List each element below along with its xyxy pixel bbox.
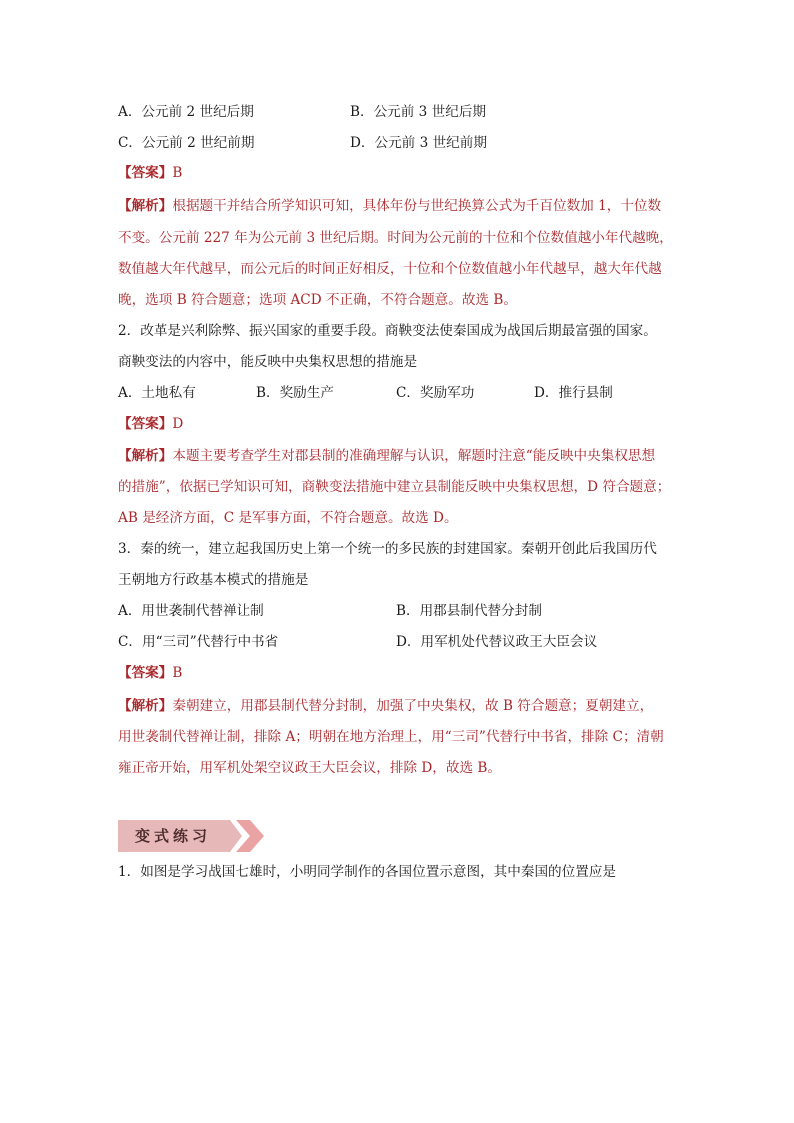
q1-option-b: B．公元前 3 世纪后期 <box>350 104 487 120</box>
variant-1-stem: 1．如图是学习战国七雄时，小明同学制作的各国位置示意图，其中秦国的位置应是 <box>118 864 617 880</box>
q1-analysis-label: 【解析】 <box>118 198 173 214</box>
q1-answer-label: 【答案】 <box>118 165 173 181</box>
q2-option-d: D．推行县制 <box>534 385 613 401</box>
q3-analysis-line: 雍正帝开始，用军机处架空议政王大臣会议，排除 D，故选 B。 <box>118 760 501 776</box>
q2-answer-value: D <box>172 416 184 432</box>
q2-option-b: B．奖励生产 <box>256 385 334 401</box>
q1-analysis-line: 【解析】根据题干并结合所学知识可知，具体年份与世纪换算公式为千百位数加 1，十位数 <box>118 198 662 214</box>
section-banner <box>118 820 278 852</box>
q2-analysis-label: 【解析】 <box>118 448 173 464</box>
q1-option-d: D．公元前 3 世纪前期 <box>350 135 487 151</box>
q2-analysis-line: AB 是经济方面，C 是军事方面，不符合题意。故选 D。 <box>118 510 458 526</box>
q3-answer-label: 【答案】 <box>118 665 173 681</box>
q3-analysis-line: 用世袭制代替禅让制，排除 A；明朝在地方治理上，用“三司”代替行中书省，排除 C；清朝 <box>118 729 664 745</box>
section-banner-title: 变式练习 <box>134 827 211 845</box>
q1-analysis-line: 晚，选项 B 符合题意；选项 ACD 不正确，不符合题意。故选 B。 <box>118 292 517 308</box>
q3-option-d: D．用军机处代替议政王大臣会议 <box>396 634 598 650</box>
q1-analysis-line: 不变。公元前 227 年为公元前 3 世纪后期。时间为公元前的十位和个位数值越小年代越晚， <box>118 230 673 246</box>
q1-option-c: C．公元前 2 世纪前期 <box>118 135 255 151</box>
q3-stem-line: 王朝地方行政基本模式的措施是 <box>118 572 309 588</box>
q3-option-b: B．用郡县制代替分封制 <box>396 603 542 619</box>
q2-answer <box>118 414 678 434</box>
q2-answer-label: 【答案】 <box>118 416 173 432</box>
q1-answer <box>118 163 678 183</box>
q2-option-c: C．奖励军功 <box>396 385 475 401</box>
q3-analysis-label: 【解析】 <box>118 698 173 714</box>
q3-analysis-line: 【解析】秦朝建立，用郡县制代替分封制，加强了中央集权，故 B 符合题意；夏朝建立， <box>118 698 654 714</box>
q2-analysis-line: 的措施”，依据已学知识可知，商鞅变法措施中建立县制能反映中央集权思想，D 符合题意； <box>118 479 671 495</box>
q3-answer-value: B <box>172 665 183 681</box>
q1-answer-value: B <box>172 165 183 181</box>
q2-analysis-line: 【解析】本题主要考查学生对郡县制的准确理解与认识，解题时注意“能反映中央集权思想 <box>118 448 656 464</box>
q3-stem-line: 3．秦的统一，建立起我国历史上第一个统一的多民族的封建国家。秦朝开创此后我国历代 <box>118 541 657 557</box>
q1-option-a: A．公元前 2 世纪后期 <box>118 104 254 120</box>
q2-option-a: A．土地私有 <box>118 385 196 401</box>
q3-option-a: A．用世袭制代替禅让制 <box>118 603 264 619</box>
q2-stem-line: 2．改革是兴利除弊、振兴国家的重要手段。商鞅变法使秦国成为战国后期最富强的国家。 <box>118 323 657 339</box>
q2-stem-line: 商鞅变法的内容中，能反映中央集权思想的措施是 <box>118 354 418 370</box>
q3-answer <box>118 663 678 683</box>
q3-option-c: C．用“三司”代替行中书省 <box>118 634 279 650</box>
q1-analysis-line: 数值越大年代越早，而公元后的时间正好相反，十位和个位数值越小年代越早，越大年代越 <box>118 261 662 277</box>
